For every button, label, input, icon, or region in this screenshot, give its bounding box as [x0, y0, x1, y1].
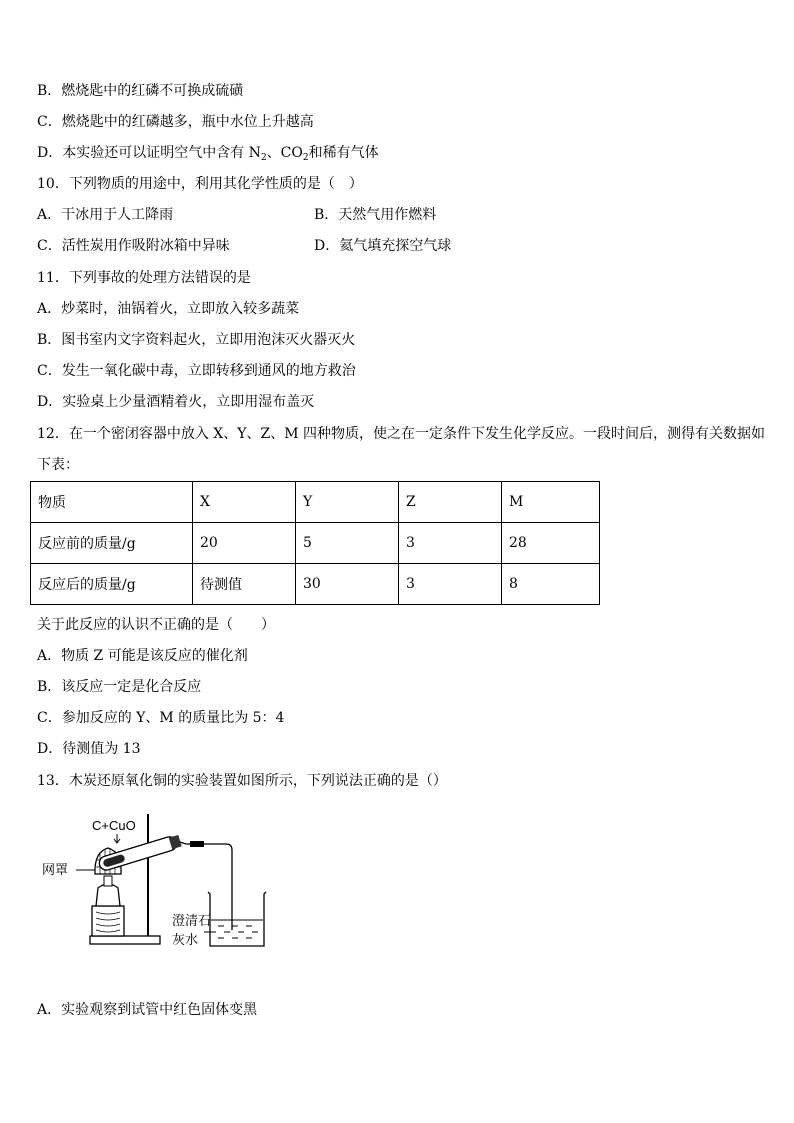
table-cell: 反应前的质量/g [31, 523, 193, 564]
q11-option-d: D．实验桌上少量酒精着火，立即用湿布盖灭 [37, 394, 315, 410]
table-cell: 反应后的质量/g [31, 564, 193, 605]
q10-option-c: C．活性炭用作吸附冰箱中异味 [37, 238, 230, 254]
limewater-dashes [218, 926, 258, 938]
label-limewater-1: 澄清石 [172, 914, 212, 929]
table-cell: 物质 [31, 482, 193, 523]
table-cell: X [193, 482, 296, 523]
q9-option-d-text-3: 和稀有气体 [308, 145, 379, 161]
table-cell: 5 [296, 523, 399, 564]
table-cell: 8 [502, 564, 600, 605]
q9-option-d-text-2: 、CO [266, 145, 303, 161]
q10-option-b: B．天然气用作燃料 [314, 207, 437, 223]
table-cell: 20 [193, 523, 296, 564]
table-cell: 3 [399, 564, 502, 605]
q12-stem-line-2: 下表： [37, 457, 79, 473]
q10-option-d: D．氦气填充探空气球 [314, 238, 452, 254]
table-cell: 3 [399, 523, 502, 564]
rubber-connector [190, 841, 204, 847]
arrow-icon [114, 834, 120, 843]
table-row [31, 523, 600, 564]
q9-option-d-text-1: D．本实验还可以证明空气中含有 N [37, 145, 261, 161]
q11-option-c: C．发生一氧化碳中毒，立即转移到通风的地方救治 [37, 363, 356, 379]
label-gauze: 网罩 [42, 863, 69, 878]
q12-option-c: C．参加反应的 Y、M 的质量比为 5：4 [37, 710, 285, 726]
q12-option-d: D．待测值为 13 [37, 741, 141, 757]
q12-question: 关于此反应的认识不正确的是（ ） [37, 617, 275, 633]
table-cell: 待测值 [193, 564, 296, 605]
label-reactants: C+CuO [92, 818, 136, 833]
wood-block [92, 906, 124, 936]
table-cell: Z [399, 482, 502, 523]
apparatus-diagram [40, 812, 275, 957]
lamp-neck [104, 876, 112, 886]
label-limewater-2: 灰水 [172, 933, 199, 948]
table-cell: 30 [296, 564, 399, 605]
stand-base [90, 936, 160, 944]
q10-option-a: A．干冰用于人工降雨 [37, 207, 174, 223]
q12-option-b: B．该反应一定是化合反应 [37, 679, 202, 695]
apparatus-figure [40, 812, 275, 957]
q12-stem-line-1: 12．在一个密闭容器中放入 X、Y、Z、M 四种物质，使之在一定条件下发生化学反应。一段时间后，测得有关数据如 [37, 426, 765, 442]
q13-option-a: A．实验观察到试管中红色固体变黑 [37, 1002, 258, 1018]
q9-option-c: C．燃烧匙中的红磷越多，瓶中水位上升越高 [37, 114, 314, 130]
q11-stem: 11．下列事故的处理方法错误的是 [37, 270, 251, 286]
table-header-row [31, 482, 600, 523]
q9-option-d-sub-1: 2 [260, 153, 267, 163]
q11-option-a: A．炒菜时，油锅着火，立即放入较多蔬菜 [37, 301, 300, 317]
q12-data-table [30, 481, 600, 605]
q12-option-a: A．物质 Z 可能是该反应的催化剂 [37, 648, 248, 664]
alcohol-lamp [96, 884, 120, 906]
table-cell: M [502, 482, 600, 523]
q9-option-b: B．燃烧匙中的红磷不可换成硫磺 [37, 83, 244, 99]
table-cell: 28 [502, 523, 600, 564]
q9-option-d [37, 144, 379, 162]
table-cell: Y [296, 482, 399, 523]
q10-stem: 10．下列物质的用途中，利用其化学性质的是（ ） [37, 176, 363, 192]
q11-option-b: B．图书室内文字资料起火，立即用泡沫灭火器灭火 [37, 332, 356, 348]
q9-option-d-sub-2: 2 [302, 153, 309, 163]
table-row [31, 564, 600, 605]
q13-stem: 13．木炭还原氧化铜的实验装置如图所示，下列说法正确的是（） [37, 773, 447, 789]
